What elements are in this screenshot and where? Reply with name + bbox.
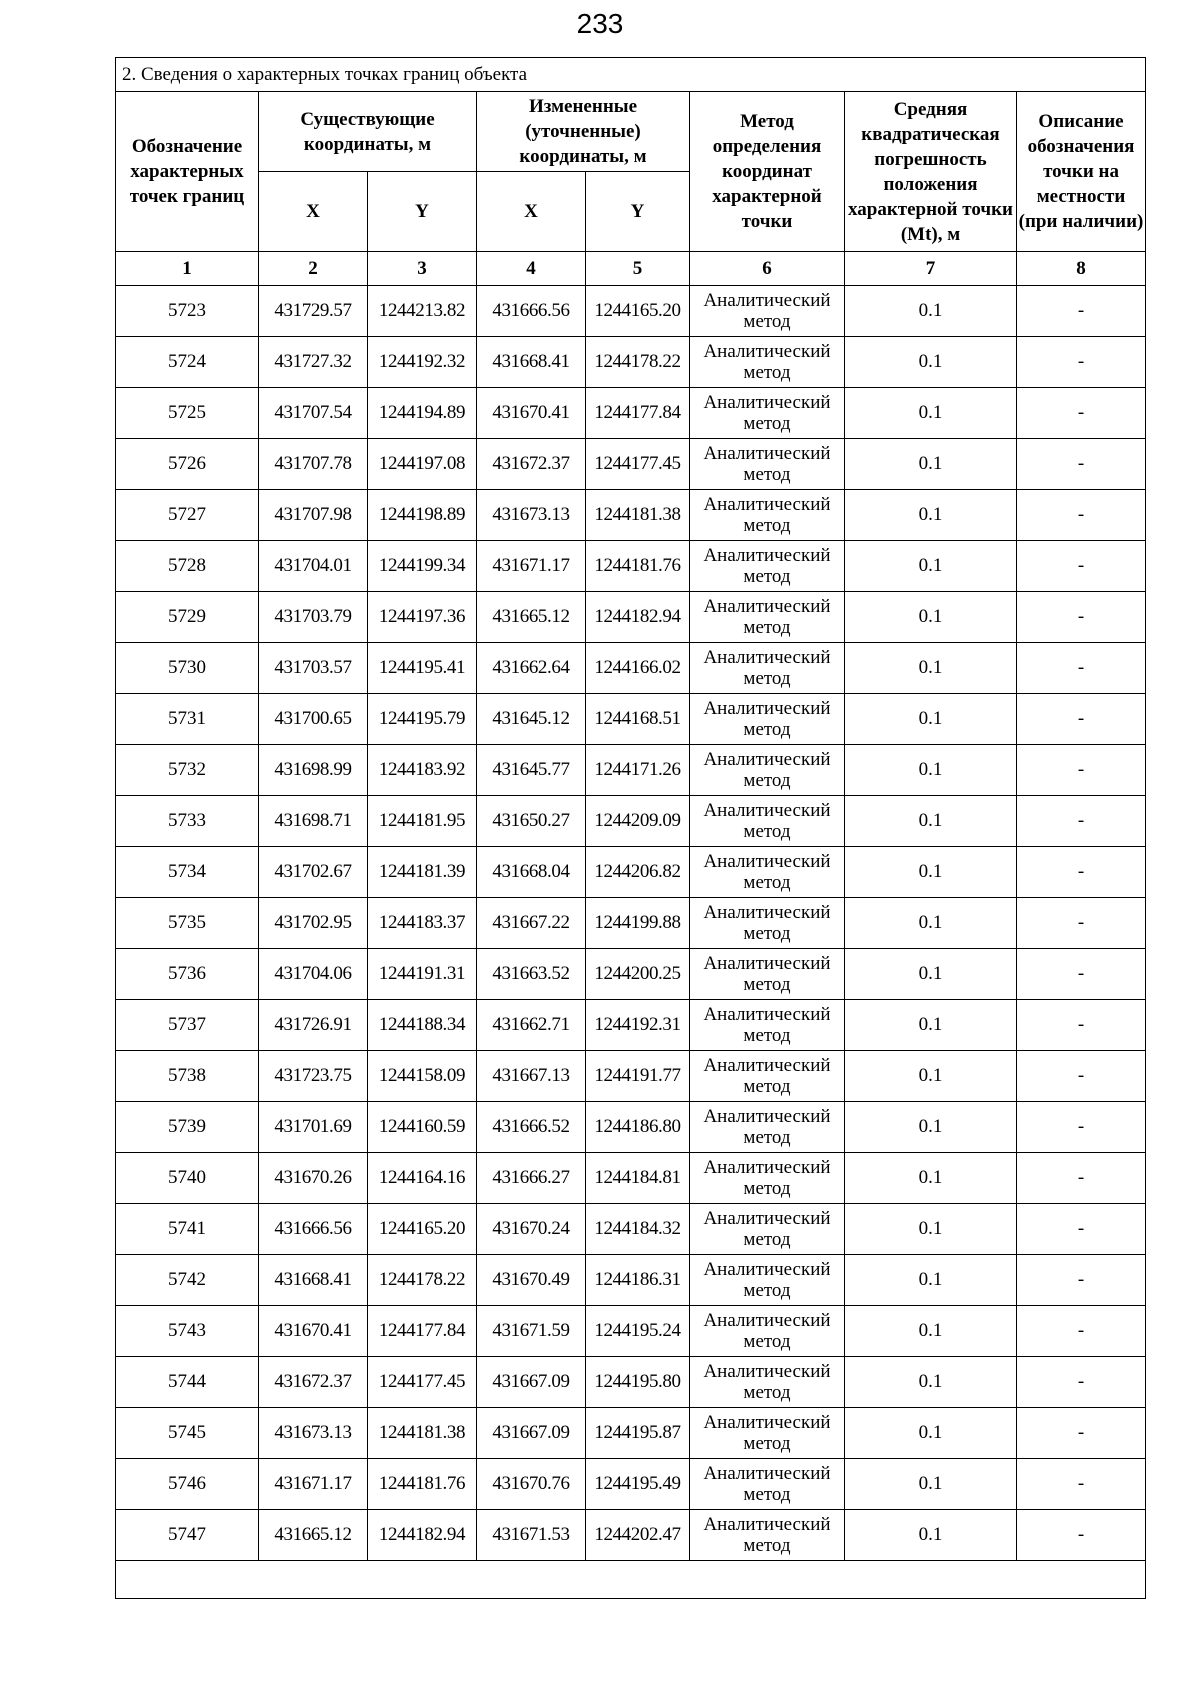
changed-y-cell: 1244186.80 (586, 1102, 690, 1153)
existing-x-cell: 431704.06 (259, 949, 368, 1000)
changed-x-cell: 431671.17 (477, 541, 586, 592)
error-cell: 0.1 (845, 1306, 1017, 1357)
method-cell: Аналитический метод (690, 1102, 845, 1153)
error-cell: 0.1 (845, 439, 1017, 490)
method-cell: Аналитический метод (690, 1459, 845, 1510)
error-cell: 0.1 (845, 1408, 1017, 1459)
existing-y-cell: 1244177.45 (368, 1357, 477, 1408)
error-cell: 0.1 (845, 1459, 1017, 1510)
existing-y-cell: 1244177.84 (368, 1306, 477, 1357)
changed-y-cell: 1244195.49 (586, 1459, 690, 1510)
changed-x-cell: 431670.24 (477, 1204, 586, 1255)
table-row (116, 643, 1146, 694)
existing-x-cell: 431703.57 (259, 643, 368, 694)
existing-x-cell: 431702.95 (259, 898, 368, 949)
header-method: Метод определения координат характерной точки (690, 92, 845, 252)
error-cell: 0.1 (845, 1255, 1017, 1306)
changed-y-cell: 1244181.38 (586, 490, 690, 541)
existing-x-cell: 431727.32 (259, 337, 368, 388)
existing-x-cell: 431704.01 (259, 541, 368, 592)
description-cell: - (1017, 1408, 1146, 1459)
table-row (116, 1357, 1146, 1408)
existing-x-cell: 431666.56 (259, 1204, 368, 1255)
method-cell: Аналитический метод (690, 1306, 845, 1357)
description-cell: - (1017, 592, 1146, 643)
changed-x-cell: 431667.09 (477, 1357, 586, 1408)
existing-y-cell: 1244182.94 (368, 1510, 477, 1561)
table-row (116, 745, 1146, 796)
existing-x-cell: 431670.41 (259, 1306, 368, 1357)
existing-y-cell: 1244195.79 (368, 694, 477, 745)
table-row (116, 541, 1146, 592)
existing-x-cell: 431707.78 (259, 439, 368, 490)
existing-x-cell: 431700.65 (259, 694, 368, 745)
changed-y-cell: 1244206.82 (586, 847, 690, 898)
changed-y-cell: 1244178.22 (586, 337, 690, 388)
error-cell: 0.1 (845, 745, 1017, 796)
existing-y-cell: 1244188.34 (368, 1000, 477, 1051)
changed-x-cell: 431645.77 (477, 745, 586, 796)
column-number: 8 (1017, 252, 1146, 286)
column-number: 2 (259, 252, 368, 286)
description-cell: - (1017, 694, 1146, 745)
changed-y-cell: 1244171.26 (586, 745, 690, 796)
changed-y-cell: 1244199.88 (586, 898, 690, 949)
method-cell: Аналитический метод (690, 286, 845, 337)
method-cell: Аналитический метод (690, 796, 845, 847)
header-designation: Обозначение характерных точек границ (116, 92, 259, 252)
table-row (116, 1459, 1146, 1510)
point-id-cell: 5724 (116, 337, 259, 388)
existing-x-cell: 431665.12 (259, 1510, 368, 1561)
existing-y-cell: 1244178.22 (368, 1255, 477, 1306)
method-cell: Аналитический метод (690, 1000, 845, 1051)
changed-x-cell: 431662.71 (477, 1000, 586, 1051)
description-cell: - (1017, 1153, 1146, 1204)
existing-x-cell: 431698.71 (259, 796, 368, 847)
existing-y-cell: 1244183.92 (368, 745, 477, 796)
description-cell: - (1017, 1459, 1146, 1510)
changed-x-cell: 431668.41 (477, 337, 586, 388)
point-id-cell: 5727 (116, 490, 259, 541)
section-title: 2. Сведения о характерных точках границ объекта (116, 58, 1146, 92)
existing-y-cell: 1244198.89 (368, 490, 477, 541)
point-id-cell: 5736 (116, 949, 259, 1000)
column-number-row (116, 252, 1146, 286)
error-cell: 0.1 (845, 286, 1017, 337)
error-cell: 0.1 (845, 1204, 1017, 1255)
table-row (116, 286, 1146, 337)
method-cell: Аналитический метод (690, 1510, 845, 1561)
description-cell: - (1017, 388, 1146, 439)
description-cell: - (1017, 1051, 1146, 1102)
header-changed-x: X (477, 172, 586, 252)
point-id-cell: 5729 (116, 592, 259, 643)
existing-x-cell: 431707.98 (259, 490, 368, 541)
error-cell: 0.1 (845, 490, 1017, 541)
point-id-cell: 5731 (116, 694, 259, 745)
method-cell: Аналитический метод (690, 643, 845, 694)
description-cell: - (1017, 286, 1146, 337)
existing-x-cell: 431672.37 (259, 1357, 368, 1408)
point-id-cell: 5726 (116, 439, 259, 490)
existing-y-cell: 1244165.20 (368, 1204, 477, 1255)
changed-x-cell: 431670.41 (477, 388, 586, 439)
error-cell: 0.1 (845, 1357, 1017, 1408)
description-cell: - (1017, 337, 1146, 388)
table-row (116, 796, 1146, 847)
description-cell: - (1017, 1000, 1146, 1051)
error-cell: 0.1 (845, 949, 1017, 1000)
existing-y-cell: 1244160.59 (368, 1102, 477, 1153)
existing-x-cell: 431698.99 (259, 745, 368, 796)
existing-x-cell: 431670.26 (259, 1153, 368, 1204)
table-row (116, 1408, 1146, 1459)
error-cell: 0.1 (845, 1153, 1017, 1204)
point-id-cell: 5739 (116, 1102, 259, 1153)
table-row (116, 490, 1146, 541)
table-row (116, 1153, 1146, 1204)
existing-y-cell: 1244194.89 (368, 388, 477, 439)
changed-x-cell: 431663.52 (477, 949, 586, 1000)
existing-y-cell: 1244191.31 (368, 949, 477, 1000)
table-row (116, 898, 1146, 949)
error-cell: 0.1 (845, 643, 1017, 694)
description-cell: - (1017, 847, 1146, 898)
existing-y-cell: 1244164.16 (368, 1153, 477, 1204)
changed-x-cell: 431672.37 (477, 439, 586, 490)
changed-x-cell: 431667.09 (477, 1408, 586, 1459)
column-number: 3 (368, 252, 477, 286)
method-cell: Аналитический метод (690, 1204, 845, 1255)
existing-y-cell: 1244158.09 (368, 1051, 477, 1102)
empty-cell (116, 1561, 1146, 1599)
header-description: Описание обозначения точки на местности (при наличии) (1017, 92, 1146, 252)
changed-x-cell: 431662.64 (477, 643, 586, 694)
table-row (116, 1306, 1146, 1357)
method-cell: Аналитический метод (690, 745, 845, 796)
existing-y-cell: 1244195.41 (368, 643, 477, 694)
header-existing-x: X (259, 172, 368, 252)
point-id-cell: 5723 (116, 286, 259, 337)
method-cell: Аналитический метод (690, 1408, 845, 1459)
point-id-cell: 5737 (116, 1000, 259, 1051)
empty-footer-row (116, 1561, 1146, 1599)
description-cell: - (1017, 796, 1146, 847)
method-cell: Аналитический метод (690, 337, 845, 388)
description-cell: - (1017, 1204, 1146, 1255)
description-cell: - (1017, 1510, 1146, 1561)
changed-x-cell: 431666.52 (477, 1102, 586, 1153)
description-cell: - (1017, 898, 1146, 949)
changed-y-cell: 1244191.77 (586, 1051, 690, 1102)
header-changed-coords: Измененные (уточненные) координаты, м (477, 92, 690, 172)
existing-y-cell: 1244183.37 (368, 898, 477, 949)
description-cell: - (1017, 1357, 1146, 1408)
method-cell: Аналитический метод (690, 439, 845, 490)
point-id-cell: 5741 (116, 1204, 259, 1255)
point-id-cell: 5728 (116, 541, 259, 592)
existing-x-cell: 431701.69 (259, 1102, 368, 1153)
error-cell: 0.1 (845, 592, 1017, 643)
changed-y-cell: 1244184.32 (586, 1204, 690, 1255)
error-cell: 0.1 (845, 1102, 1017, 1153)
column-number: 1 (116, 252, 259, 286)
existing-y-cell: 1244199.34 (368, 541, 477, 592)
error-cell: 0.1 (845, 898, 1017, 949)
table-row (116, 1000, 1146, 1051)
column-number: 5 (586, 252, 690, 286)
method-cell: Аналитический метод (690, 949, 845, 1000)
error-cell: 0.1 (845, 337, 1017, 388)
method-cell: Аналитический метод (690, 847, 845, 898)
changed-y-cell: 1244200.25 (586, 949, 690, 1000)
header-changed-y: Y (586, 172, 690, 252)
changed-x-cell: 431666.27 (477, 1153, 586, 1204)
header-existing-coords: Существующие координаты, м (259, 92, 477, 172)
existing-y-cell: 1244181.39 (368, 847, 477, 898)
point-id-cell: 5725 (116, 388, 259, 439)
table-row (116, 1102, 1146, 1153)
existing-x-cell: 431671.17 (259, 1459, 368, 1510)
point-id-cell: 5745 (116, 1408, 259, 1459)
table-row (116, 592, 1146, 643)
existing-y-cell: 1244192.32 (368, 337, 477, 388)
existing-x-cell: 431702.67 (259, 847, 368, 898)
point-id-cell: 5740 (116, 1153, 259, 1204)
description-cell: - (1017, 541, 1146, 592)
existing-y-cell: 1244213.82 (368, 286, 477, 337)
table-row (116, 1051, 1146, 1102)
header-existing-y: Y (368, 172, 477, 252)
method-cell: Аналитический метод (690, 388, 845, 439)
changed-y-cell: 1244195.24 (586, 1306, 690, 1357)
changed-x-cell: 431650.27 (477, 796, 586, 847)
changed-y-cell: 1244165.20 (586, 286, 690, 337)
point-id-cell: 5747 (116, 1510, 259, 1561)
existing-y-cell: 1244181.76 (368, 1459, 477, 1510)
changed-x-cell: 431645.12 (477, 694, 586, 745)
method-cell: Аналитический метод (690, 1255, 845, 1306)
boundary-points-table (115, 57, 1146, 1599)
point-id-cell: 5744 (116, 1357, 259, 1408)
table-row (116, 439, 1146, 490)
error-cell: 0.1 (845, 1510, 1017, 1561)
changed-x-cell: 431670.49 (477, 1255, 586, 1306)
changed-x-cell: 431673.13 (477, 490, 586, 541)
changed-x-cell: 431671.59 (477, 1306, 586, 1357)
error-cell: 0.1 (845, 388, 1017, 439)
changed-x-cell: 431671.53 (477, 1510, 586, 1561)
method-cell: Аналитический метод (690, 898, 845, 949)
point-id-cell: 5735 (116, 898, 259, 949)
changed-x-cell: 431667.13 (477, 1051, 586, 1102)
error-cell: 0.1 (845, 1000, 1017, 1051)
existing-x-cell: 431668.41 (259, 1255, 368, 1306)
changed-y-cell: 1244195.80 (586, 1357, 690, 1408)
changed-y-cell: 1244202.47 (586, 1510, 690, 1561)
changed-x-cell: 431670.76 (477, 1459, 586, 1510)
column-number: 6 (690, 252, 845, 286)
point-id-cell: 5743 (116, 1306, 259, 1357)
existing-x-cell: 431673.13 (259, 1408, 368, 1459)
changed-y-cell: 1244166.02 (586, 643, 690, 694)
existing-x-cell: 431726.91 (259, 1000, 368, 1051)
method-cell: Аналитический метод (690, 1357, 845, 1408)
changed-x-cell: 431668.04 (477, 847, 586, 898)
existing-y-cell: 1244181.95 (368, 796, 477, 847)
changed-y-cell: 1244177.45 (586, 439, 690, 490)
existing-y-cell: 1244181.38 (368, 1408, 477, 1459)
table-row (116, 388, 1146, 439)
method-cell: Аналитический метод (690, 541, 845, 592)
description-cell: - (1017, 1255, 1146, 1306)
point-id-cell: 5742 (116, 1255, 259, 1306)
changed-y-cell: 1244168.51 (586, 694, 690, 745)
changed-y-cell: 1244192.31 (586, 1000, 690, 1051)
existing-x-cell: 431707.54 (259, 388, 368, 439)
changed-x-cell: 431666.56 (477, 286, 586, 337)
changed-y-cell: 1244195.87 (586, 1408, 690, 1459)
changed-y-cell: 1244186.31 (586, 1255, 690, 1306)
existing-y-cell: 1244197.08 (368, 439, 477, 490)
description-cell: - (1017, 1102, 1146, 1153)
table-row (116, 1255, 1146, 1306)
changed-x-cell: 431667.22 (477, 898, 586, 949)
existing-y-cell: 1244197.36 (368, 592, 477, 643)
changed-x-cell: 431665.12 (477, 592, 586, 643)
page-number: 233 (576, 8, 624, 39)
table-row (116, 1510, 1146, 1561)
changed-y-cell: 1244184.81 (586, 1153, 690, 1204)
error-cell: 0.1 (845, 1051, 1017, 1102)
method-cell: Аналитический метод (690, 592, 845, 643)
method-cell: Аналитический метод (690, 1153, 845, 1204)
table-body (116, 286, 1146, 1561)
table-row (116, 847, 1146, 898)
header-error: Средняя квадратическая погрешность положения характерной точки (Mt), м (845, 92, 1017, 252)
changed-y-cell: 1244182.94 (586, 592, 690, 643)
method-cell: Аналитический метод (690, 694, 845, 745)
table-row (116, 337, 1146, 388)
error-cell: 0.1 (845, 541, 1017, 592)
description-cell: - (1017, 949, 1146, 1000)
description-cell: - (1017, 1306, 1146, 1357)
method-cell: Аналитический метод (690, 490, 845, 541)
description-cell: - (1017, 643, 1146, 694)
description-cell: - (1017, 490, 1146, 541)
existing-x-cell: 431723.75 (259, 1051, 368, 1102)
existing-x-cell: 431703.79 (259, 592, 368, 643)
changed-y-cell: 1244181.76 (586, 541, 690, 592)
table-row (116, 694, 1146, 745)
method-cell: Аналитический метод (690, 1051, 845, 1102)
existing-x-cell: 431729.57 (259, 286, 368, 337)
description-cell: - (1017, 745, 1146, 796)
error-cell: 0.1 (845, 796, 1017, 847)
description-cell: - (1017, 439, 1146, 490)
point-id-cell: 5746 (116, 1459, 259, 1510)
point-id-cell: 5734 (116, 847, 259, 898)
table-row (116, 1204, 1146, 1255)
changed-y-cell: 1244209.09 (586, 796, 690, 847)
column-number: 7 (845, 252, 1017, 286)
point-id-cell: 5732 (116, 745, 259, 796)
point-id-cell: 5733 (116, 796, 259, 847)
error-cell: 0.1 (845, 694, 1017, 745)
point-id-cell: 5738 (116, 1051, 259, 1102)
point-id-cell: 5730 (116, 643, 259, 694)
table-row (116, 949, 1146, 1000)
error-cell: 0.1 (845, 847, 1017, 898)
column-number: 4 (477, 252, 586, 286)
changed-y-cell: 1244177.84 (586, 388, 690, 439)
